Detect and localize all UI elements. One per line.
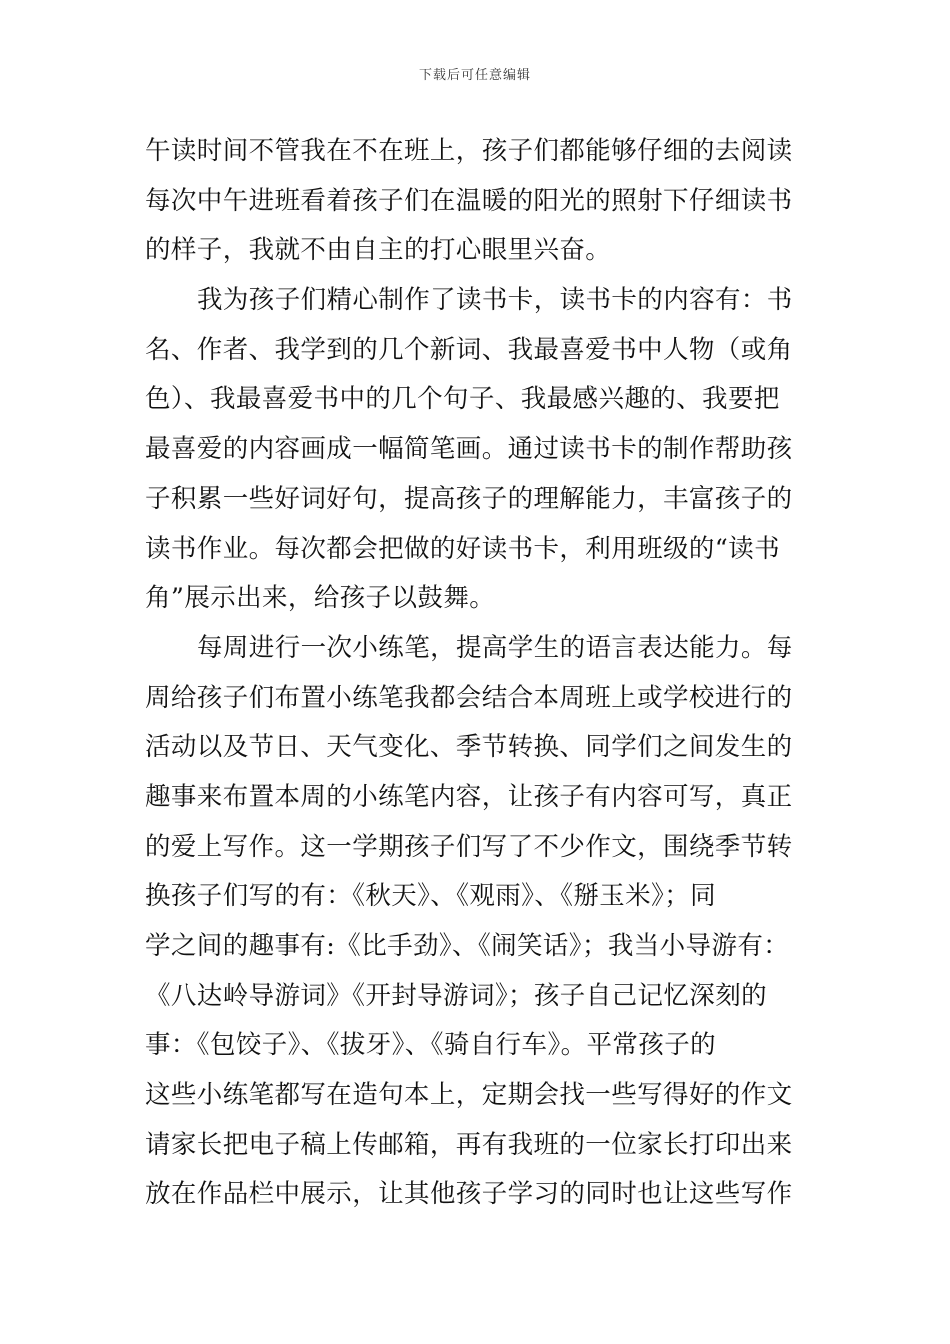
body-line: 色）、我最喜爱书中的几个句子、我最感兴趣的、我要把 bbox=[145, 384, 780, 415]
body-line: 《八达岭导游词》《开封导游词》；孩子自己记忆深刻的 bbox=[145, 980, 768, 1011]
page-header: 下载后可任意编辑 bbox=[418, 68, 531, 83]
body-line: 午读时间不管我在不在班上，孩子们都能够仔细的去阅读 bbox=[145, 136, 793, 166]
body-line: 子积累一些好词好句，提高孩子的理解能力，丰富孩子的 bbox=[145, 483, 793, 514]
body-line: 读书作业。每次都会把做的好读书卡，利用班级的“读书 bbox=[145, 533, 781, 564]
body-line: 的爱上写作。这一学期孩子们写了不少作文，围绕季节转 bbox=[145, 831, 793, 862]
body-line: 最喜爱的内容画成一幅简笔画。通过读书卡的制作帮助孩 bbox=[145, 434, 793, 465]
document-body bbox=[145, 127, 825, 1220]
body-line: 事：《包饺子》、《拔牙》、《骑自行车》。平常孩子的 bbox=[145, 1030, 717, 1061]
body-line: 这些小练笔都写在造句本上，定期会找一些写得好的作文 bbox=[145, 1080, 793, 1111]
body-line: 学之间的趣事有:《比手劲》、《闹笑话》；我当小导游有： bbox=[145, 931, 790, 961]
body-line: 的样子，我就不由自主的打心眼里兴奋。 bbox=[145, 235, 612, 266]
body-line: 每次中午进班看着孩子们在温暖的阳光的照射下仔细读书 bbox=[145, 185, 793, 216]
body-line: 周给孩子们布置小练笔我都会结合本周班上或学校进行的 bbox=[145, 682, 793, 713]
body-line: 角”展示出来，给孩子以鼓舞。 bbox=[145, 583, 496, 614]
body-line: 请家长把电子稿上传邮箱，再有我班的一位家长打印出来 bbox=[145, 1129, 793, 1160]
paragraph-start-line: 每周进行一次小练笔，提高学生的语言表达能力。每 bbox=[197, 632, 793, 663]
body-line: 名、作者、我学到的几个新词、我最喜爱书中人物（或角 bbox=[145, 334, 793, 365]
body-line: 换孩子们写的有：《秋天》、《观雨》、《掰玉米》；同 bbox=[145, 881, 717, 912]
paragraph-start-line: 我为孩子们精心制作了读书卡，读书卡的内容有：书 bbox=[197, 285, 793, 316]
body-line: 趣事来布置本周的小练笔内容，让孩子有内容可写，真正 bbox=[145, 781, 793, 812]
body-line: 放在作品栏中展示，让其他孩子学习的同时也让这些写作 bbox=[145, 1179, 793, 1210]
body-line: 活动以及节日、天气变化、季节转换、同学们之间发生的 bbox=[145, 732, 793, 763]
